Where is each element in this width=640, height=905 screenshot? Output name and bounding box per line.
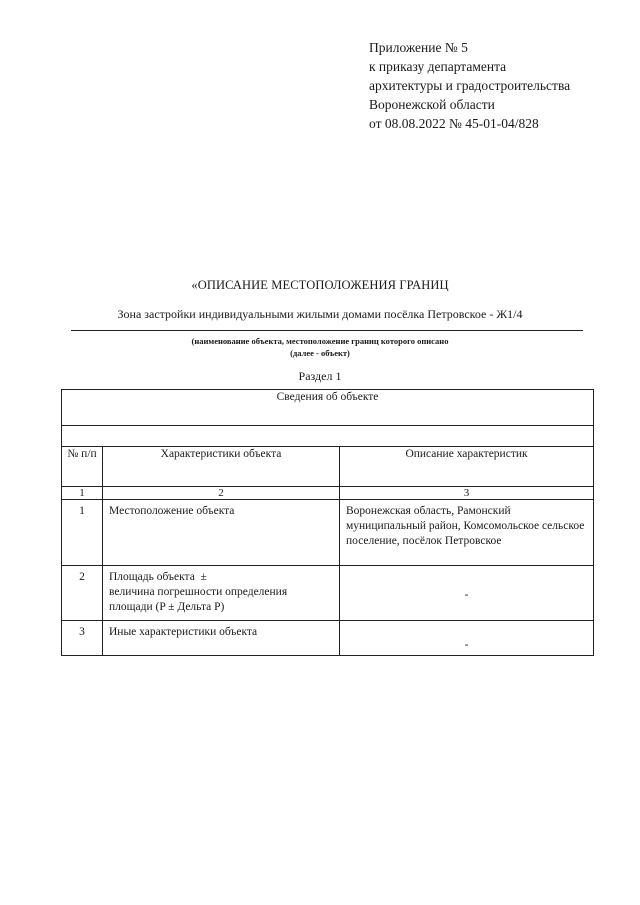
row-number: 2 <box>62 566 103 621</box>
table-row <box>62 566 594 621</box>
table-column-header-row <box>62 447 594 487</box>
row-characteristic-line: величина погрешности определения площади (P ± Дельта P) <box>109 586 288 613</box>
annex-line: Воронежской области <box>369 97 495 112</box>
annex-block <box>369 38 629 133</box>
annex-line: архитектуры и градостроительства <box>369 78 571 93</box>
object-caption-line: (наименование объекта, местоположение границ которого описано <box>191 336 449 346</box>
row-description: - <box>340 621 594 656</box>
object-name-underline <box>71 330 583 331</box>
row-number: 3 <box>62 621 103 656</box>
annex-line: Приложение № 5 <box>369 40 468 55</box>
object-caption <box>0 335 640 359</box>
table-column-number-row <box>62 487 594 500</box>
column-header-characteristic: Характеристики объекта <box>103 447 340 487</box>
row-characteristic <box>103 566 340 621</box>
row-description: - <box>340 566 594 621</box>
annex-line: к приказу департамента <box>369 59 507 74</box>
row-characteristic: Иные характеристики объекта <box>103 621 340 656</box>
object-name: Зона застройки индивидуальными жилыми домами посёлка Петровское - Ж1/4 <box>117 307 523 321</box>
row-description: Воронежская область, Рамонский муниципальный район, Комсомольское сельское поселение, посёлок Петровское <box>340 500 594 566</box>
row-number: 1 <box>62 500 103 566</box>
row-characteristic: Местоположение объекта <box>103 500 340 566</box>
table-blank-row <box>62 426 594 447</box>
column-header-num: № п/п <box>62 447 103 487</box>
column-header-description: Описание характеристик <box>340 447 594 487</box>
table-row <box>62 621 594 656</box>
row-characteristic-line: Площадь объекта ± <box>109 571 207 583</box>
column-number: 3 <box>340 487 594 500</box>
annex-line: от 08.08.2022 № 45-01-04/828 <box>369 116 539 131</box>
object-caption-line: (далее - объект) <box>290 348 350 358</box>
document-title: «ОПИСАНИЕ МЕСТОПОЛОЖЕНИЯ ГРАНИЦ <box>191 278 449 292</box>
table-row <box>62 500 594 566</box>
table-heading: Сведения об объекте <box>62 390 594 426</box>
table-blank-cell <box>62 426 594 447</box>
object-info-table <box>61 389 594 656</box>
column-number: 1 <box>62 487 103 500</box>
section-label: Раздел 1 <box>298 369 342 383</box>
column-number: 2 <box>103 487 340 500</box>
table-heading-row <box>62 390 594 426</box>
